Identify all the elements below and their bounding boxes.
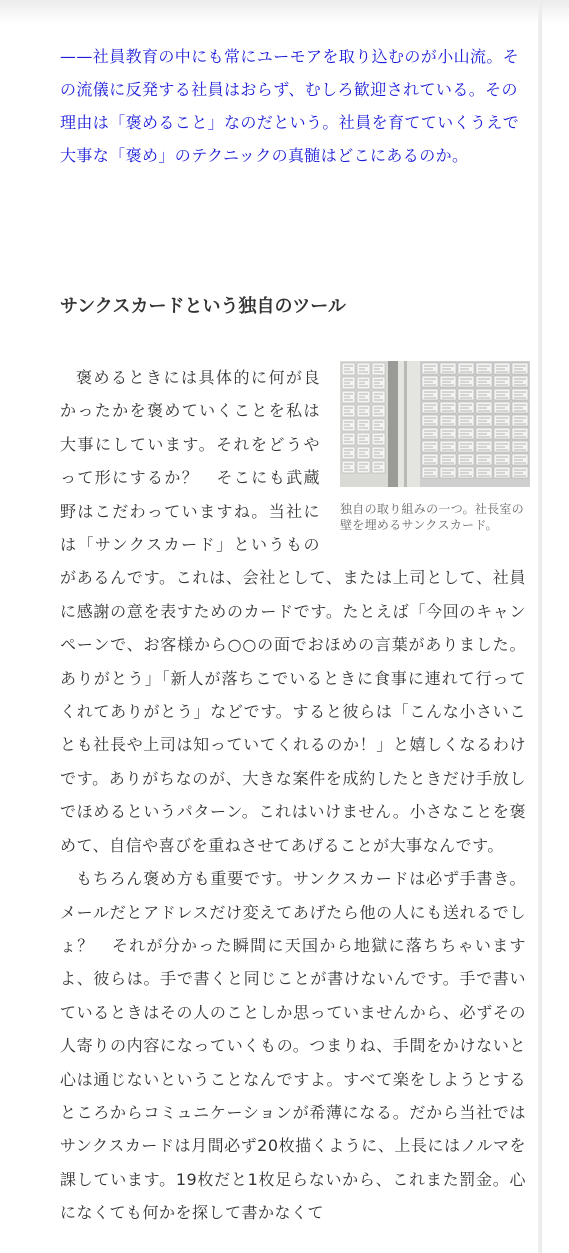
card-thumbnail — [494, 389, 510, 400]
card-thumbnail — [476, 428, 492, 439]
card-thumbnail — [512, 467, 528, 478]
card-thumbnail — [422, 441, 438, 452]
card-thumbnail — [512, 441, 528, 452]
card-thumbnail — [458, 441, 474, 452]
card-thumbnail — [440, 389, 456, 400]
card-thumbnail — [476, 363, 492, 374]
card-thumbnail — [440, 428, 456, 439]
body-paragraph-1: 褒めるときには具体的に何が良かったかを褒めていくことを私は大事にしています。それをどうやって形にするか？ そこにも武蔵野はこだわっていますね。当社には「サンクスカード」というものがあるんです。これは、会社として、または上司として、社員に感謝の意を表すためのカードです。たとえば「今回のキャンペーンで、お客様から○○の面でおほめの言葉がありました。ありがとう」「新人が落ちこでいるときに食事に連れて行ってくれてありがとう」などです。すると彼らは「こんな小さいことも社長や上司は知っていてくれるのか！」と嬉しくなるわけです。ありがちなのが、大きな案件を成約したときだけ手放しでほめるというパターン。これはいけません。小さなことを褒めて、自信や喜びを重ねさせてあげることが大事なんです。 — [60, 368, 526, 855]
figure-caption: 独自の取り組みの一つ。社長室の壁を埋めるサンクスカード。 — [340, 502, 525, 532]
card-thumbnail — [458, 454, 474, 465]
card-thumbnail — [512, 389, 528, 400]
card-thumbnail — [440, 454, 456, 465]
card-thumbnail — [476, 402, 492, 413]
card-thumbnail — [476, 376, 492, 387]
card-thumbnail — [458, 402, 474, 413]
card-thumbnail — [458, 467, 474, 478]
card-thumbnail — [494, 467, 510, 478]
card-thumbnail — [440, 467, 456, 478]
article-figure — [340, 361, 530, 533]
card-thumbnail — [512, 402, 528, 413]
page-right-edge — [538, 0, 542, 1253]
card-thumbnail — [422, 363, 438, 374]
article-body — [60, 361, 526, 1230]
card-thumbnail — [512, 428, 528, 439]
top-shade — [0, 0, 569, 24]
card-thumbnail — [422, 428, 438, 439]
card-thumbnail — [476, 441, 492, 452]
card-thumbnail — [494, 454, 510, 465]
card-thumbnail — [458, 415, 474, 426]
card-thumbnail — [512, 376, 528, 387]
card-thumbnail — [458, 363, 474, 374]
card-thumbnail — [476, 467, 492, 478]
card-thumbnail — [440, 376, 456, 387]
card-thumbnail — [440, 415, 456, 426]
card-thumbnail — [440, 363, 456, 374]
card-thumbnail — [494, 402, 510, 413]
card-thumbnail — [422, 454, 438, 465]
card-thumbnail — [458, 376, 474, 387]
card-thumbnail — [458, 428, 474, 439]
card-thumbnail — [440, 441, 456, 452]
card-thumbnail — [422, 389, 438, 400]
card-thumbnail — [512, 454, 528, 465]
card-thumbnail — [422, 415, 438, 426]
thanks-card-wall-photo[interactable] — [340, 361, 530, 487]
card-thumbnail — [458, 389, 474, 400]
card-thumbnail — [422, 467, 438, 478]
card-thumbnail — [476, 454, 492, 465]
lead-paragraph: ——社員教育の中にも常にユーモアを取り込むのが小山流。その流儀に反発する社員はおらず、むしろ歓迎されている。その理由は「褒めること」なのだという。社員を育てていくうえで大事な「褒め」のテクニックの真髄はどこにあるのか。 — [60, 47, 520, 165]
card-thumbnail — [512, 415, 528, 426]
card-thumbnail — [476, 389, 492, 400]
body-paragraph-2: もちろん褒め方も重要です。サンクスカードは必ず手書き。メールだとアドレスだけ変えてあげたら他の人にも送れるでしょ？ それが分かった瞬間に天国から地獄に落ちちゃいますよ、彼らは。手で書くと同じことが書けないんです。手で書いているときはその人のことしか思っていませんから、必ずその人寄りの内容になっていくもの。つまりね、手間をかけないと心は通じないということなんですよ。すべて楽をしようとするところからコミュニケーションが希薄になる。だから当社ではサンクスカードは月間必ず20枚描くように、上長にはノルマを課しています。19枚だと1枚足らないから、これまた罰金。心になくても何かを探して書かなくて — [60, 869, 526, 1223]
card-thumbnail — [494, 415, 510, 426]
card-thumbnail — [440, 402, 456, 413]
card-thumbnail — [494, 363, 510, 374]
card-thumbnail — [494, 441, 510, 452]
card-thumbnail — [494, 428, 510, 439]
card-thumbnail — [422, 402, 438, 413]
section-heading: サンクスカードという独自のツール — [60, 296, 346, 317]
card-thumbnail — [494, 376, 510, 387]
card-thumbnail — [512, 363, 528, 374]
card-thumbnail — [476, 415, 492, 426]
card-thumbnail — [422, 376, 438, 387]
